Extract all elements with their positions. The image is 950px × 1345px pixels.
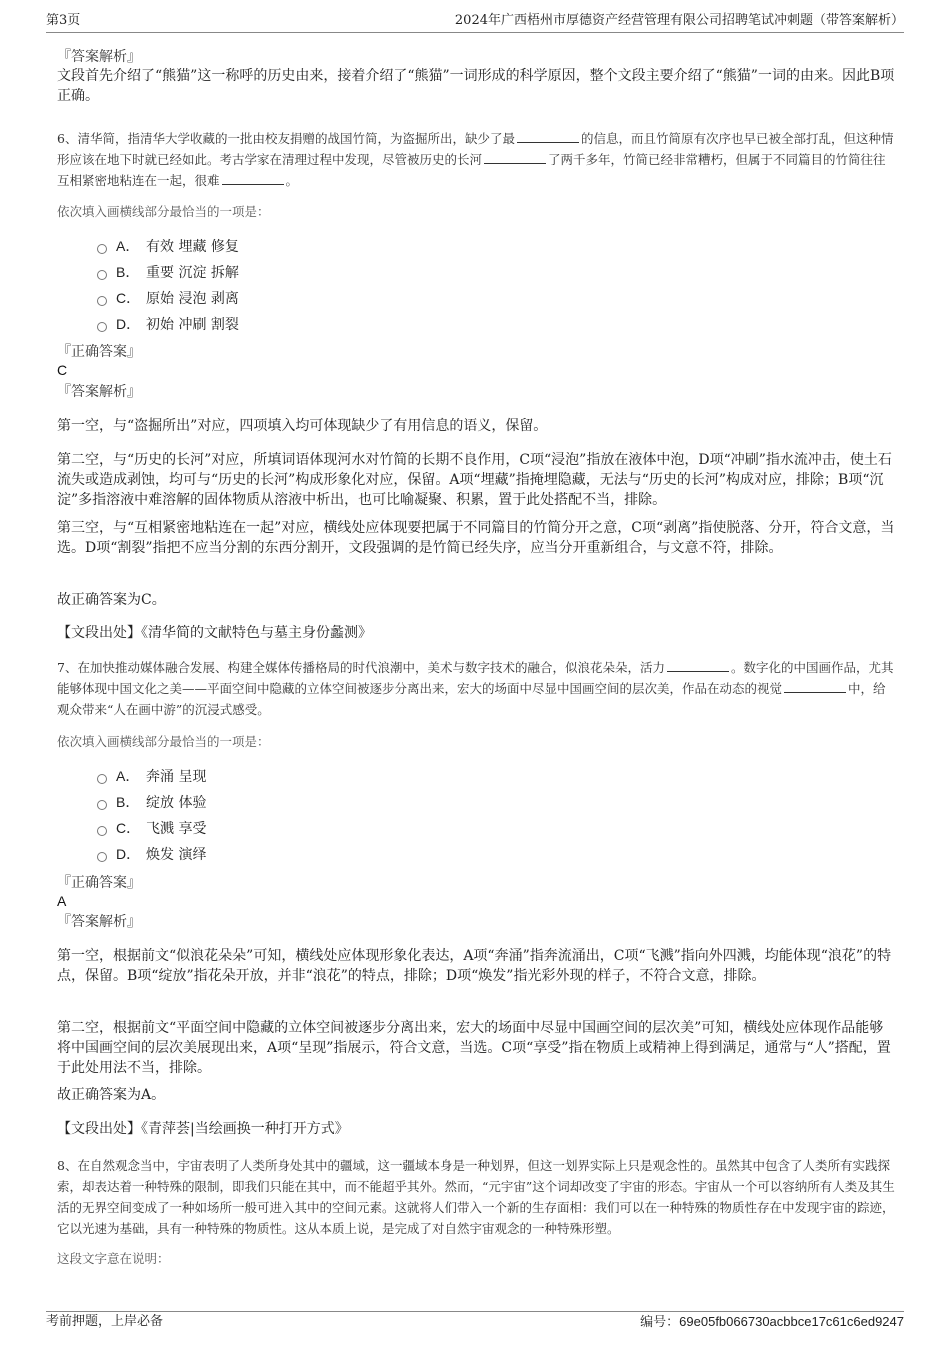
q6-option-c[interactable]: C． 原始 浸泡 剥离 xyxy=(97,288,239,308)
radio-icon[interactable] xyxy=(97,826,107,836)
q6-answer: C xyxy=(57,362,68,378)
q7-analysis-p2: 第二空，根据前文“平面空间中隐藏的立体空间被逐步分离出来，宏大的场面中尽显中国画空间的层次美”可知，横线处应体现作品能够将中国画空间的层次美展现出来，A项“呈现”指展示，符合文意，当选。C项“享受”指在物质上或精神上得到满足，通常与“人”搭配，置于此处用法不当，排除。 xyxy=(57,1020,891,1076)
footer-slogan: 考前押题，上岸必备 xyxy=(46,1314,164,1329)
radio-icon[interactable] xyxy=(97,852,107,862)
q6-source: 【文段出处】《清华简的文献特色与墓主身份蠡测》 xyxy=(57,625,372,641)
q7-option-c[interactable]: C． 飞溅 享受 xyxy=(97,818,206,838)
document-code: 编号：69e05fb066730acbbce17c61c6ed9247 xyxy=(640,1314,904,1330)
page-header xyxy=(46,12,904,33)
q6-analysis-label: 『答案解析』 xyxy=(57,384,141,400)
q6-analysis-p1: 第一空，与“盗掘所出”对应，四项填入均可体现缺少了有用信息的语义，保留。 xyxy=(57,418,548,434)
q7-instruction: 依次填入画横线部分最恰当的一项是： xyxy=(57,734,270,749)
q6-analysis-p3: 第三空，与“互相紧密地粘连在一起”对应，横线处应体现要把属于不同篇目的竹简分开之意，C项“剥离”指使脱落、分开，符合文意，当选。D项“割裂”指把不应当分割的东西分割开，文段强调的是竹简已经失序，应当分开重新组合，与文意不符，排除。 xyxy=(57,520,895,556)
page-footer xyxy=(46,1311,904,1332)
q6-conclusion: 故正确答案为C。 xyxy=(57,592,166,608)
q7-analysis-label: 『答案解析』 xyxy=(57,914,141,930)
q7-conclusion: 故正确答案为A。 xyxy=(57,1087,166,1103)
q7-blank-2 xyxy=(784,680,846,693)
radio-icon[interactable] xyxy=(97,800,107,810)
q6-stem: 6、清华简，指清华大学收藏的一批由校友捐赠的战国竹简，为盗掘所出，缺少了最 的信息，而且竹简原有次序也早已被全部打乱，但这种情形应该在地下时就已经如此。考古学家在清理过程中发现，尽管被历史的长河 了两千多年，竹简已经非常糟朽，但属于不同篇目的竹简往往互相紧密地粘连在一起，很难 。 xyxy=(57,131,894,188)
q7-blank-1 xyxy=(667,659,729,672)
radio-icon[interactable] xyxy=(97,774,107,784)
page-number: 第3页 xyxy=(46,13,81,28)
q6-option-d[interactable]: D． 初始 冲刷 割裂 xyxy=(97,314,239,334)
q7-answer: A xyxy=(57,893,67,909)
radio-icon[interactable] xyxy=(97,270,107,280)
q7-source: 【文段出处】《青萍荟|当绘画换一种打开方式》 xyxy=(57,1121,349,1137)
document-title: 2024年广西梧州市厚德资产经营管理有限公司招聘笔试冲刺题（带答案解析） xyxy=(454,13,904,28)
q7-analysis-p1: 第一空，根据前文“似浪花朵朵”可知，横线处应体现形象化表达，A项“奔涌”指奔流涌出，C项“飞溅”指向外四溅，均能体现“浪花”的特点，保留。B项“绽放”指花朵开放，并非“浪花”的特点，排除；D项“焕发”指光彩外现的样子，不符合文意，排除。 xyxy=(57,948,892,984)
q8-instruction: 这段文字意在说明： xyxy=(57,1251,170,1266)
q7-answer-label: 『正确答案』 xyxy=(57,875,141,891)
q5-analysis-text: 文段首先介绍了“熊猫”这一称呼的历史由来，接着介绍了“熊猫”一词形成的科学原因，整个文段主要介绍了“熊猫”一词的由来。因此B项正确。 xyxy=(57,68,895,104)
q7-stem: 7、在加快推动媒体融合发展、构建全媒体传播格局的时代浪潮中，美术与数字技术的融合，似浪花朵朵，活力 。数字化的中国画作品，尤其能够体现中国文化之美——平面空间中隐藏的立体空间被逐步分离出来，宏大的场面中尽显中国画空间的层次美，作品在动态的视觉 中，给观众带来“人在画中游”的沉浸式感受。 xyxy=(57,660,894,717)
q6-answer-label: 『正确答案』 xyxy=(57,344,141,360)
q7-option-a[interactable]: A． 奔涌 呈现 xyxy=(97,766,206,786)
q6-option-a[interactable]: A． 有效 埋藏 修复 xyxy=(97,236,239,256)
radio-icon[interactable] xyxy=(97,296,107,306)
q8-stem: 8、在自然观念当中，宇宙表明了人类所身处其中的疆域，这一疆域本身是一种划界，但这一划界实际上只是观念性的。虽然其中包含了人类所有实践探索，却表达着一种特殊的限制，即我们只能在其中，而不能超乎其外。然而，“元宇宙”这个词却改变了宇宙的形态。宇宙从一个可以容纳所有人类及其生活的无界空间变成了一种如场所一般可进入其中的空间元素。这就将人们带入一个新的生存面相：我们可以在一种特殊的物质性存在中发现宇宙的踪迹，它以光速为基础，具有一种特殊的物质性。这从本质上说，是完成了对自然宇宙观念的一种特殊形塑。 xyxy=(57,1158,895,1236)
q7-option-b[interactable]: B． 绽放 体验 xyxy=(97,792,206,812)
radio-icon[interactable] xyxy=(97,244,107,254)
q5-analysis-label: 『答案解析』 xyxy=(57,49,141,65)
q6-instruction: 依次填入画横线部分最恰当的一项是： xyxy=(57,204,270,219)
q6-blank-2 xyxy=(484,151,546,164)
q6-blank-3 xyxy=(222,172,284,185)
q6-blank-1 xyxy=(517,130,579,143)
q7-option-d[interactable]: D． 焕发 演绎 xyxy=(97,844,206,864)
q6-option-b[interactable]: B． 重要 沉淀 拆解 xyxy=(97,262,239,282)
q6-analysis-p2: 第二空，与“历史的长河”对应，所填词语体现河水对竹简的长期不良作用，C项“浸泡”指放在液体中泡，D项“冲刷”指水流冲击，使土石流失或造成剥蚀，均可与“历史的长河”构成形象化对应，保留。A项“埋藏”指掩埋隐藏，无法与“历史的长河”构成对应，排除；B项“沉淀”多指溶液中难溶解的固体物质从溶液中析出，也可比喻凝聚、积累，置于此处搭配不当，排除。 xyxy=(57,452,892,508)
radio-icon[interactable] xyxy=(97,322,107,332)
